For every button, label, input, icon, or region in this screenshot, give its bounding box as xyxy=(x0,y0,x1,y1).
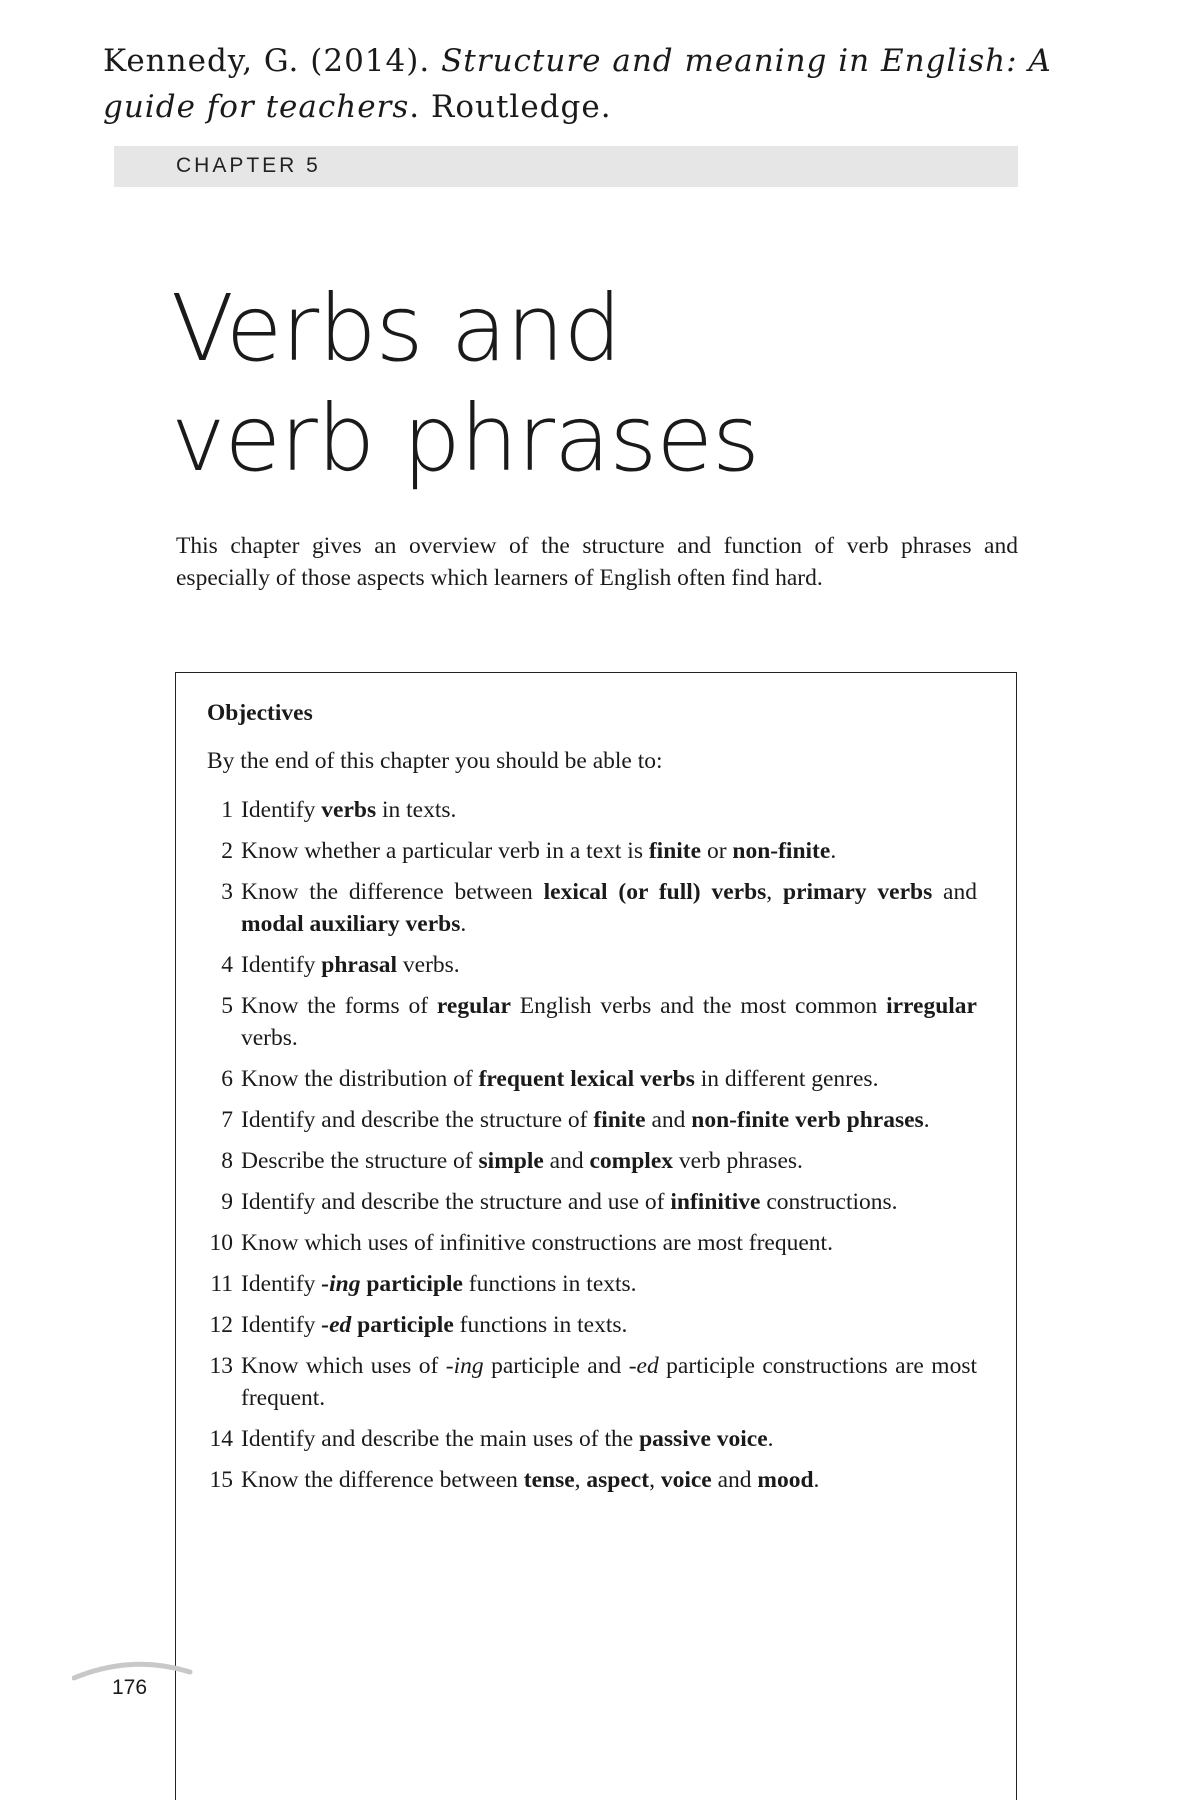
objective-item xyxy=(204,1464,977,1496)
objective-text-run: Know which uses of xyxy=(241,1353,446,1379)
objective-text-run: , xyxy=(766,879,784,905)
objective-text-run: , xyxy=(574,1467,587,1493)
objective-item xyxy=(204,1227,977,1259)
objective-number: 9 xyxy=(221,1189,233,1215)
objective-item xyxy=(204,1104,977,1136)
objective-text-run: . xyxy=(767,1426,774,1452)
objective-text-run: in texts. xyxy=(376,797,457,823)
objective-text-run: Identify and describe the main uses of the xyxy=(241,1426,640,1452)
objective-item xyxy=(204,1309,977,1341)
objective-text-run: Know the distribution of xyxy=(241,1066,479,1092)
objective-text-italic: -ed xyxy=(628,1353,659,1379)
objective-item xyxy=(204,1423,977,1455)
chapter-label: CHAPTER 5 xyxy=(176,154,321,177)
objective-number: 2 xyxy=(221,838,233,864)
objective-text-run: functions in texts. xyxy=(453,1312,628,1338)
objectives-lead: By the end of this chapter you should be able to: xyxy=(207,748,663,774)
objective-text-run: and xyxy=(711,1467,758,1493)
objective-number: 5 xyxy=(221,993,233,1019)
objective-text-bold: tense xyxy=(523,1467,575,1493)
objectives-list xyxy=(204,794,977,1505)
objective-text xyxy=(241,1104,977,1136)
citation xyxy=(103,38,1103,130)
objective-text-run: participle and xyxy=(483,1353,629,1379)
objective-number: 13 xyxy=(209,1353,233,1379)
objective-text-run: and xyxy=(645,1107,692,1133)
objective-text-run: Identify xyxy=(241,952,322,978)
chapter-intro: This chapter gives an overview of the structure and function of verb phrases and especially of those aspects which learners of English often find hard. xyxy=(176,533,1018,591)
objective-text-bold: mood xyxy=(757,1467,814,1493)
objective-text-run: . xyxy=(460,911,467,937)
objective-number: 10 xyxy=(209,1230,233,1256)
objective-text-run: . xyxy=(923,1107,930,1133)
objective-text-run: Know which uses of infinitive constructions are most frequent. xyxy=(241,1230,833,1256)
objective-text-bold: participle xyxy=(351,1312,454,1338)
objective-item xyxy=(204,1063,977,1095)
objective-text xyxy=(241,876,977,940)
objective-text-bold: simple xyxy=(478,1148,544,1174)
objective-text xyxy=(241,1227,977,1259)
objective-text-run: English verbs and the most common xyxy=(510,993,887,1019)
objective-text-bold: complex xyxy=(589,1148,674,1174)
chapter-band xyxy=(114,146,1018,187)
objective-text-bold-italic: -ed xyxy=(321,1312,352,1338)
objective-text-run: or xyxy=(701,838,733,864)
objective-item xyxy=(204,949,977,981)
objective-number: 3 xyxy=(221,879,233,905)
chapter-title-line-1: Verbs and xyxy=(171,275,621,382)
objective-text-run: Know the difference between xyxy=(241,879,544,905)
objective-text-bold: modal auxiliary verbs xyxy=(241,911,461,937)
objective-number: 12 xyxy=(209,1312,233,1338)
objective-text-bold: irregular xyxy=(886,993,977,1019)
objective-text xyxy=(241,1464,977,1496)
citation-publisher: . Routledge. xyxy=(409,89,612,125)
objective-item xyxy=(204,1268,977,1300)
objectives-box xyxy=(175,672,1017,1800)
objective-text-run: , xyxy=(649,1467,661,1493)
objective-number: 4 xyxy=(221,952,233,978)
objective-number: 7 xyxy=(221,1107,233,1133)
objective-text-run: Identify and describe the structure and use of xyxy=(241,1189,671,1215)
objective-text-bold: primary verbs xyxy=(783,879,933,905)
objective-text-bold: non-finite xyxy=(732,838,831,864)
objective-text-run: Describe the structure of xyxy=(241,1148,479,1174)
objective-item xyxy=(204,1145,977,1177)
objective-text-bold xyxy=(321,1271,360,1297)
objective-number: 8 xyxy=(221,1148,233,1174)
objective-text-bold-italic: -ing xyxy=(321,1271,361,1297)
objective-text-italic: -ing xyxy=(445,1353,484,1379)
objective-text-bold xyxy=(321,1312,351,1338)
objective-text xyxy=(241,1186,977,1218)
objective-text-run: . xyxy=(813,1467,820,1493)
objective-text-bold: non-finite verb phrases xyxy=(691,1107,924,1133)
chapter-title xyxy=(171,274,759,494)
objective-number: 14 xyxy=(209,1426,233,1452)
objective-text-run: and xyxy=(543,1148,590,1174)
citation-title: Structure and meaning in English: A guide for teachers xyxy=(103,43,1052,125)
objective-text xyxy=(241,835,977,867)
objective-item xyxy=(204,794,977,826)
objective-text-bold: verbs xyxy=(321,797,377,823)
objective-text-run: verbs. xyxy=(241,1025,298,1051)
objective-number: 6 xyxy=(221,1066,233,1092)
objective-text-run: in different genres. xyxy=(694,1066,879,1092)
objective-text-run: Identify xyxy=(241,1312,322,1338)
objective-text-run: constructions. xyxy=(760,1189,898,1215)
objective-text-run: Identify xyxy=(241,1271,322,1297)
objective-text-bold: finite xyxy=(648,838,702,864)
objective-text-bold: phrasal xyxy=(321,952,398,978)
objective-text-run: functions in texts. xyxy=(462,1271,637,1297)
objective-text xyxy=(241,1268,977,1300)
objective-text-bold: voice xyxy=(660,1467,712,1493)
objective-text-run: verbs. xyxy=(397,952,460,978)
page-number: 176 xyxy=(112,1676,148,1699)
objective-text-run: and xyxy=(932,879,977,905)
objective-text xyxy=(241,1350,977,1414)
objective-text-run: verb phrases. xyxy=(673,1148,803,1174)
objective-text-run: . xyxy=(830,838,837,864)
objective-text-bold: lexical (or full) verbs xyxy=(543,879,767,905)
objective-item xyxy=(204,1186,977,1218)
objective-text xyxy=(241,1145,977,1177)
objective-text xyxy=(241,794,977,826)
objective-text-run: Identify xyxy=(241,797,322,823)
objective-text-bold: aspect xyxy=(586,1467,650,1493)
objective-item xyxy=(204,876,977,940)
objectives-heading: Objectives xyxy=(207,700,313,726)
objective-item xyxy=(204,1350,977,1414)
objective-text-bold: frequent lexical verbs xyxy=(478,1066,695,1092)
objective-text-bold: finite xyxy=(593,1107,646,1133)
objective-text-run: Identify and describe the structure of xyxy=(241,1107,594,1133)
objective-text xyxy=(241,990,977,1054)
objective-item xyxy=(204,835,977,867)
objective-text xyxy=(241,1423,977,1455)
objective-number: 11 xyxy=(210,1271,233,1297)
objective-text xyxy=(241,949,977,981)
citation-authors: Kennedy, G. (2014). xyxy=(103,43,442,79)
objective-text-bold: participle xyxy=(360,1271,463,1297)
objective-text-run: participle constructions are most frequent. xyxy=(241,1353,978,1411)
objective-item xyxy=(204,990,977,1054)
objective-text xyxy=(241,1309,977,1341)
objective-text-run: Know the difference between xyxy=(241,1467,524,1493)
objective-text-bold: infinitive xyxy=(670,1189,761,1215)
objective-text-bold: passive voice xyxy=(639,1426,768,1452)
objective-text-run: Know whether a particular verb in a text is xyxy=(241,838,649,864)
objective-text-run: Know the forms of xyxy=(241,993,437,1019)
objective-text-bold: regular xyxy=(436,993,511,1019)
objective-number: 1 xyxy=(221,797,233,823)
chapter-title-line-2: verb phrases xyxy=(171,385,759,492)
objective-number: 15 xyxy=(209,1467,233,1493)
objective-text xyxy=(241,1063,977,1095)
